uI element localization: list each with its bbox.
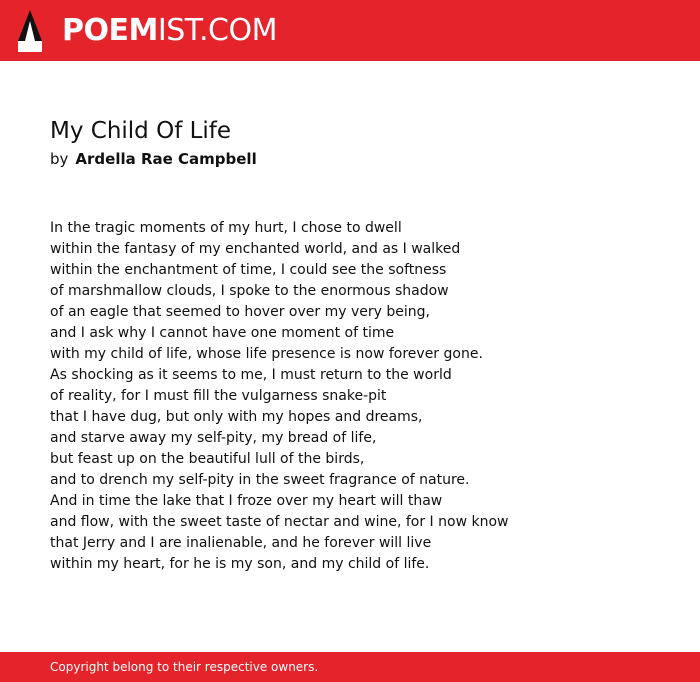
- poem-line: that Jerry and I are inalienable, and he forever will live: [50, 535, 432, 551]
- site-footer: [0, 652, 700, 682]
- poem-line: In the tragic moments of my hurt, I chose to dwell: [50, 220, 402, 236]
- author-name: Ardella Rae Campbell: [75, 150, 257, 168]
- pencil-icon[interactable]: [17, 9, 43, 53]
- poem-line: And in time the lake that I froze over my heart will thaw: [50, 493, 443, 509]
- poem-line: of an eagle that seemed to hover over my very being,: [50, 304, 430, 320]
- poem-line: but feast up on the beautiful lull of the birds,: [50, 451, 365, 467]
- poem-line: of reality, for I must fill the vulgarness snake-pit: [50, 388, 387, 404]
- poem-body: [50, 218, 650, 575]
- poem-line: and flow, with the sweet taste of nectar and wine, for I now know: [50, 514, 509, 530]
- poem-title: My Child Of Life: [50, 118, 232, 144]
- poem-line: and I ask why I cannot have one moment of time: [50, 325, 395, 341]
- poem-line: of marshmallow clouds, I spoke to the enormous shadow: [50, 283, 449, 299]
- poem-line: and to drench my self-pity in the sweet fragrance of nature.: [50, 472, 470, 488]
- site-logo[interactable]: [62, 13, 277, 49]
- poem-line: within the enchantment of time, I could see the softness: [50, 262, 447, 278]
- by-label: by: [50, 150, 69, 168]
- logo-text-light: IST.COM: [157, 13, 277, 48]
- logo-text-strong: POEM: [62, 13, 158, 48]
- poem-line: within the fantasy of my enchanted world, and as I walked: [50, 241, 461, 257]
- copyright-notice: Copyright belong to their respective owners.: [50, 660, 319, 674]
- poem-line: within my heart, for he is my son, and my child of life.: [50, 556, 430, 572]
- poem-line: that I have dug, but only with my hopes and dreams,: [50, 409, 423, 425]
- poem-line: with my child of life, whose life presence is now forever gone.: [50, 346, 483, 362]
- poem-line: and starve away my self-pity, my bread of life,: [50, 430, 377, 446]
- poem-line: As shocking as it seems to me, I must return to the world: [50, 367, 452, 383]
- poem-byline: [50, 148, 257, 170]
- site-header: [0, 0, 700, 61]
